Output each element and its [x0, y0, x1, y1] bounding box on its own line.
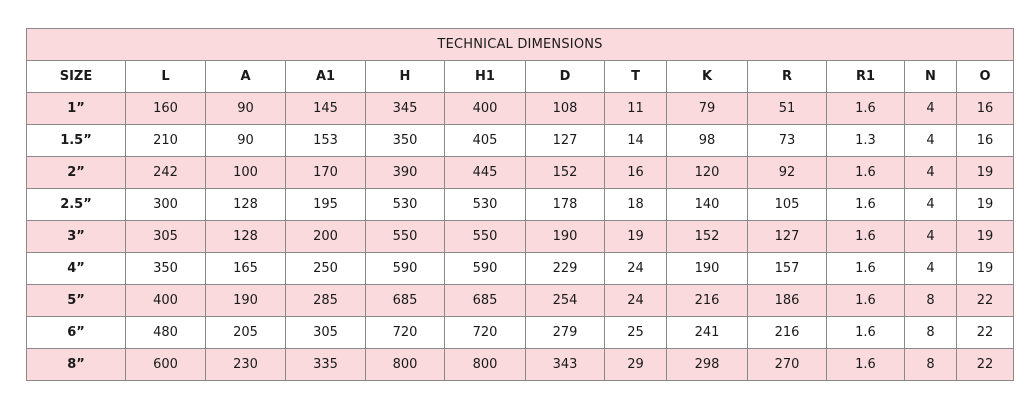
- column-header-n: N: [905, 61, 957, 93]
- value-cell-r: 105: [748, 189, 827, 221]
- value-cell-k: 152: [667, 221, 748, 253]
- value-cell-o: 19: [957, 221, 1014, 253]
- value-cell-h: 800: [366, 349, 445, 381]
- value-cell-a1: 145: [286, 93, 366, 125]
- value-cell-h1: 685: [445, 285, 526, 317]
- value-cell-r1: 1.6: [827, 93, 905, 125]
- value-cell-k: 79: [667, 93, 748, 125]
- size-cell: 3”: [27, 221, 126, 253]
- value-cell-r: 127: [748, 221, 827, 253]
- value-cell-a: 90: [206, 125, 286, 157]
- value-cell-k: 216: [667, 285, 748, 317]
- column-header-l: L: [126, 61, 206, 93]
- value-cell-l: 300: [126, 189, 206, 221]
- table-row: [27, 189, 1014, 221]
- value-cell-r: 73: [748, 125, 827, 157]
- value-cell-a: 128: [206, 221, 286, 253]
- value-cell-a1: 195: [286, 189, 366, 221]
- value-cell-h: 590: [366, 253, 445, 285]
- value-cell-a: 165: [206, 253, 286, 285]
- column-header-d: D: [526, 61, 605, 93]
- value-cell-a1: 170: [286, 157, 366, 189]
- value-cell-l: 600: [126, 349, 206, 381]
- table-body: [27, 93, 1014, 381]
- value-cell-n: 8: [905, 317, 957, 349]
- value-cell-k: 120: [667, 157, 748, 189]
- size-cell: 5”: [27, 285, 126, 317]
- value-cell-n: 4: [905, 157, 957, 189]
- value-cell-o: 16: [957, 93, 1014, 125]
- value-cell-l: 350: [126, 253, 206, 285]
- value-cell-n: 4: [905, 189, 957, 221]
- value-cell-l: 305: [126, 221, 206, 253]
- value-cell-n: 8: [905, 285, 957, 317]
- table-row: [27, 221, 1014, 253]
- value-cell-t: 24: [605, 285, 667, 317]
- size-cell: 4”: [27, 253, 126, 285]
- size-cell: 8”: [27, 349, 126, 381]
- value-cell-r: 186: [748, 285, 827, 317]
- value-cell-k: 298: [667, 349, 748, 381]
- value-cell-r1: 1.6: [827, 253, 905, 285]
- value-cell-a: 205: [206, 317, 286, 349]
- column-header-r: R: [748, 61, 827, 93]
- value-cell-o: 19: [957, 157, 1014, 189]
- table-row: [27, 349, 1014, 381]
- value-cell-l: 160: [126, 93, 206, 125]
- table-row: [27, 93, 1014, 125]
- value-cell-h: 530: [366, 189, 445, 221]
- value-cell-a1: 200: [286, 221, 366, 253]
- value-cell-r: 157: [748, 253, 827, 285]
- value-cell-r1: 1.6: [827, 157, 905, 189]
- value-cell-r1: 1.6: [827, 189, 905, 221]
- value-cell-h: 345: [366, 93, 445, 125]
- column-header-k: K: [667, 61, 748, 93]
- value-cell-h: 390: [366, 157, 445, 189]
- table-row: [27, 125, 1014, 157]
- value-cell-r1: 1.6: [827, 221, 905, 253]
- value-cell-a: 128: [206, 189, 286, 221]
- value-cell-a: 230: [206, 349, 286, 381]
- value-cell-h: 350: [366, 125, 445, 157]
- value-cell-a1: 305: [286, 317, 366, 349]
- column-header-size: SIZE: [27, 61, 126, 93]
- size-cell: 1”: [27, 93, 126, 125]
- column-header-r1: R1: [827, 61, 905, 93]
- value-cell-h1: 405: [445, 125, 526, 157]
- value-cell-h1: 800: [445, 349, 526, 381]
- value-cell-k: 98: [667, 125, 748, 157]
- value-cell-r1: 1.6: [827, 349, 905, 381]
- value-cell-d: 254: [526, 285, 605, 317]
- value-cell-a1: 285: [286, 285, 366, 317]
- value-cell-t: 18: [605, 189, 667, 221]
- value-cell-h: 685: [366, 285, 445, 317]
- value-cell-o: 22: [957, 285, 1014, 317]
- value-cell-o: 22: [957, 349, 1014, 381]
- value-cell-r1: 1.3: [827, 125, 905, 157]
- table-row: [27, 157, 1014, 189]
- value-cell-o: 19: [957, 189, 1014, 221]
- table-row: [27, 253, 1014, 285]
- table-row: [27, 317, 1014, 349]
- value-cell-h: 550: [366, 221, 445, 253]
- value-cell-d: 190: [526, 221, 605, 253]
- value-cell-a1: 250: [286, 253, 366, 285]
- value-cell-t: 16: [605, 157, 667, 189]
- column-header-h1: H1: [445, 61, 526, 93]
- value-cell-t: 14: [605, 125, 667, 157]
- size-cell: 2.5”: [27, 189, 126, 221]
- value-cell-k: 140: [667, 189, 748, 221]
- value-cell-o: 22: [957, 317, 1014, 349]
- value-cell-d: 152: [526, 157, 605, 189]
- value-cell-h1: 530: [445, 189, 526, 221]
- value-cell-n: 4: [905, 93, 957, 125]
- size-cell: 2”: [27, 157, 126, 189]
- technical-dimensions-table: [26, 28, 1014, 381]
- value-cell-r: 92: [748, 157, 827, 189]
- column-header-t: T: [605, 61, 667, 93]
- value-cell-a1: 335: [286, 349, 366, 381]
- value-cell-h1: 720: [445, 317, 526, 349]
- value-cell-n: 4: [905, 253, 957, 285]
- column-header-a1: A1: [286, 61, 366, 93]
- value-cell-d: 108: [526, 93, 605, 125]
- value-cell-n: 8: [905, 349, 957, 381]
- value-cell-a: 190: [206, 285, 286, 317]
- value-cell-h1: 550: [445, 221, 526, 253]
- value-cell-h1: 400: [445, 93, 526, 125]
- value-cell-d: 279: [526, 317, 605, 349]
- value-cell-l: 480: [126, 317, 206, 349]
- value-cell-n: 4: [905, 125, 957, 157]
- value-cell-d: 343: [526, 349, 605, 381]
- value-cell-t: 24: [605, 253, 667, 285]
- size-cell: 6”: [27, 317, 126, 349]
- value-cell-a: 90: [206, 93, 286, 125]
- value-cell-t: 11: [605, 93, 667, 125]
- value-cell-t: 29: [605, 349, 667, 381]
- value-cell-a: 100: [206, 157, 286, 189]
- column-header-o: O: [957, 61, 1014, 93]
- value-cell-h: 720: [366, 317, 445, 349]
- table-title: TECHNICAL DIMENSIONS: [27, 29, 1014, 61]
- value-cell-r1: 1.6: [827, 317, 905, 349]
- value-cell-l: 210: [126, 125, 206, 157]
- value-cell-o: 16: [957, 125, 1014, 157]
- value-cell-d: 178: [526, 189, 605, 221]
- table-row: [27, 285, 1014, 317]
- value-cell-h1: 590: [445, 253, 526, 285]
- value-cell-t: 25: [605, 317, 667, 349]
- value-cell-r: 270: [748, 349, 827, 381]
- value-cell-k: 190: [667, 253, 748, 285]
- value-cell-l: 400: [126, 285, 206, 317]
- value-cell-o: 19: [957, 253, 1014, 285]
- header-row: [27, 61, 1014, 93]
- column-header-h: H: [366, 61, 445, 93]
- value-cell-k: 241: [667, 317, 748, 349]
- value-cell-d: 127: [526, 125, 605, 157]
- value-cell-h1: 445: [445, 157, 526, 189]
- value-cell-r: 51: [748, 93, 827, 125]
- value-cell-r: 216: [748, 317, 827, 349]
- column-header-a: A: [206, 61, 286, 93]
- value-cell-r1: 1.6: [827, 285, 905, 317]
- value-cell-l: 242: [126, 157, 206, 189]
- value-cell-t: 19: [605, 221, 667, 253]
- value-cell-d: 229: [526, 253, 605, 285]
- value-cell-n: 4: [905, 221, 957, 253]
- value-cell-a1: 153: [286, 125, 366, 157]
- size-cell: 1.5”: [27, 125, 126, 157]
